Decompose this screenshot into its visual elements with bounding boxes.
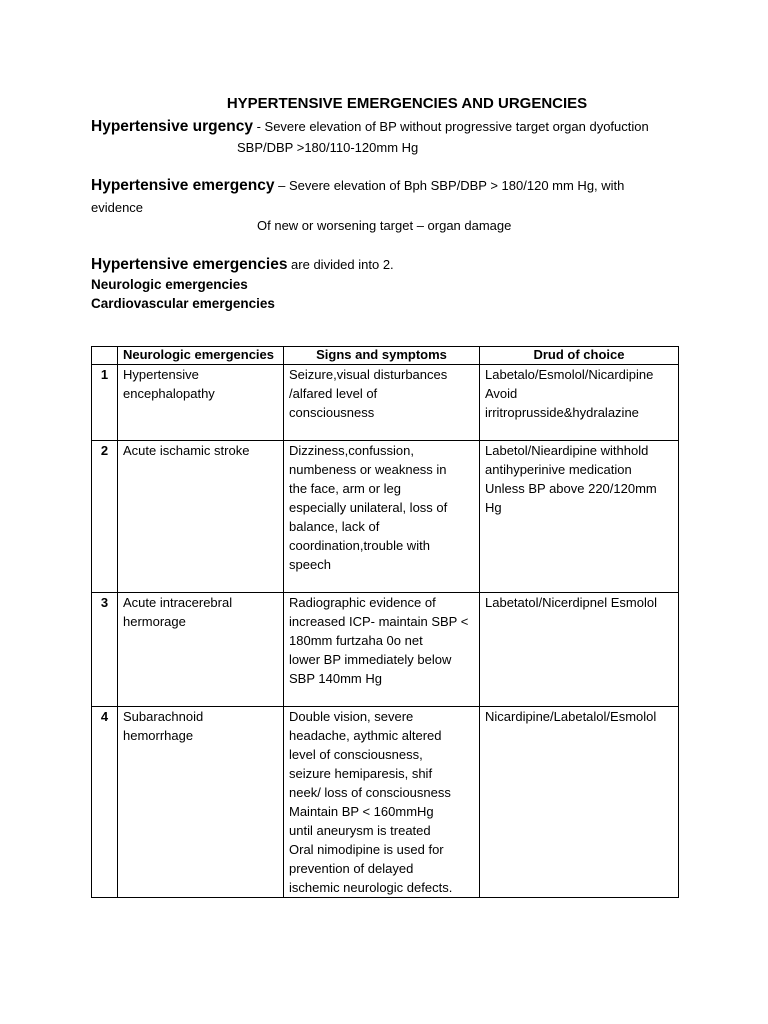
- neurologic-emergencies-table: [91, 346, 679, 898]
- emergency-definition: [91, 177, 624, 195]
- condition-cell: Acute ischamic stroke: [118, 441, 284, 593]
- condition-cell: Acute intracerebral hermorage: [118, 593, 284, 707]
- signs-cell: Seizure,visual disturbances /alfared level of consciousness: [284, 365, 480, 441]
- urgency-term: Hypertensive urgency: [91, 118, 253, 135]
- header-signs: Signs and symptoms: [284, 347, 480, 365]
- row-number: 2: [92, 441, 118, 593]
- signs-cell: Radiographic evidence of increased ICP- maintain SBP < 180mm furtzaha 0o net lower BP immediately below SBP 140mm Hg: [284, 593, 480, 707]
- drug-cell: Labetatol/Nicerdipnel Esmolol: [480, 593, 679, 707]
- urgency-text: - Severe elevation of BP without progressive target organ dyofuction: [252, 119, 649, 134]
- header-drug: Drud of choice: [480, 347, 679, 365]
- row-number: 1: [92, 365, 118, 441]
- row-number: 3: [92, 593, 118, 707]
- division-term: Hypertensive emergencies: [91, 256, 288, 273]
- table-row: [92, 441, 679, 593]
- emergency-term: Hypertensive emergency: [91, 177, 275, 194]
- emergency-text-cont: evidence: [91, 200, 144, 215]
- emergency-text: – Severe elevation of Bph SBP/DBP > 180/120 mm Hg, with: [274, 178, 625, 193]
- drug-cell: Nicardipine/Labetalol/Esmolol: [480, 707, 679, 898]
- header-number: [92, 347, 118, 365]
- urgency-definition: [91, 118, 649, 136]
- division-text: are divided into 2.: [287, 257, 394, 272]
- table-row: [92, 365, 679, 441]
- emergency-organ-damage: Of new or worsening target – organ damage: [257, 218, 512, 233]
- division-statement: [91, 256, 394, 274]
- urgency-criteria: SBP/DBP >180/110-120mm Hg: [237, 140, 419, 155]
- page-title: HYPERTENSIVE EMERGENCIES AND URGENCIES: [226, 95, 588, 112]
- condition-cell: Subarachnoid hemorrhage: [118, 707, 284, 898]
- condition-cell: Hypertensive encephalopathy: [118, 365, 284, 441]
- division-item-cardiovascular: Cardiovascular emergencies: [91, 296, 275, 311]
- drug-cell: Labetalo/Esmolol/Nicardipine Avoid irritroprusside&hydralazine: [480, 365, 679, 441]
- row-number: 4: [92, 707, 118, 898]
- signs-cell: Dizziness,confussion, numbeness or weakness in the face, arm or leg especially unilateral, loss of balance, lack of coordination,trouble with speech: [284, 441, 480, 593]
- division-item-neurologic: Neurologic emergencies: [91, 277, 248, 292]
- table-row: [92, 593, 679, 707]
- drug-cell: Labetol/Nieardipine withhold antihyperinive medication Unless BP above 220/120mm Hg: [480, 441, 679, 593]
- header-condition: Neurologic emergencies: [118, 347, 284, 365]
- table-row: [92, 707, 679, 898]
- signs-cell: Double vision, severe headache, aythmic altered level of consciousness, seizure hemiparesis, shif neek/ loss of consciousness Maintain BP < 160mmHg until aneurysm is treated Oral nimodipine is used for prevention of delayed ischemic neurologic defects.: [284, 707, 480, 898]
- table-header-row: [92, 347, 679, 365]
